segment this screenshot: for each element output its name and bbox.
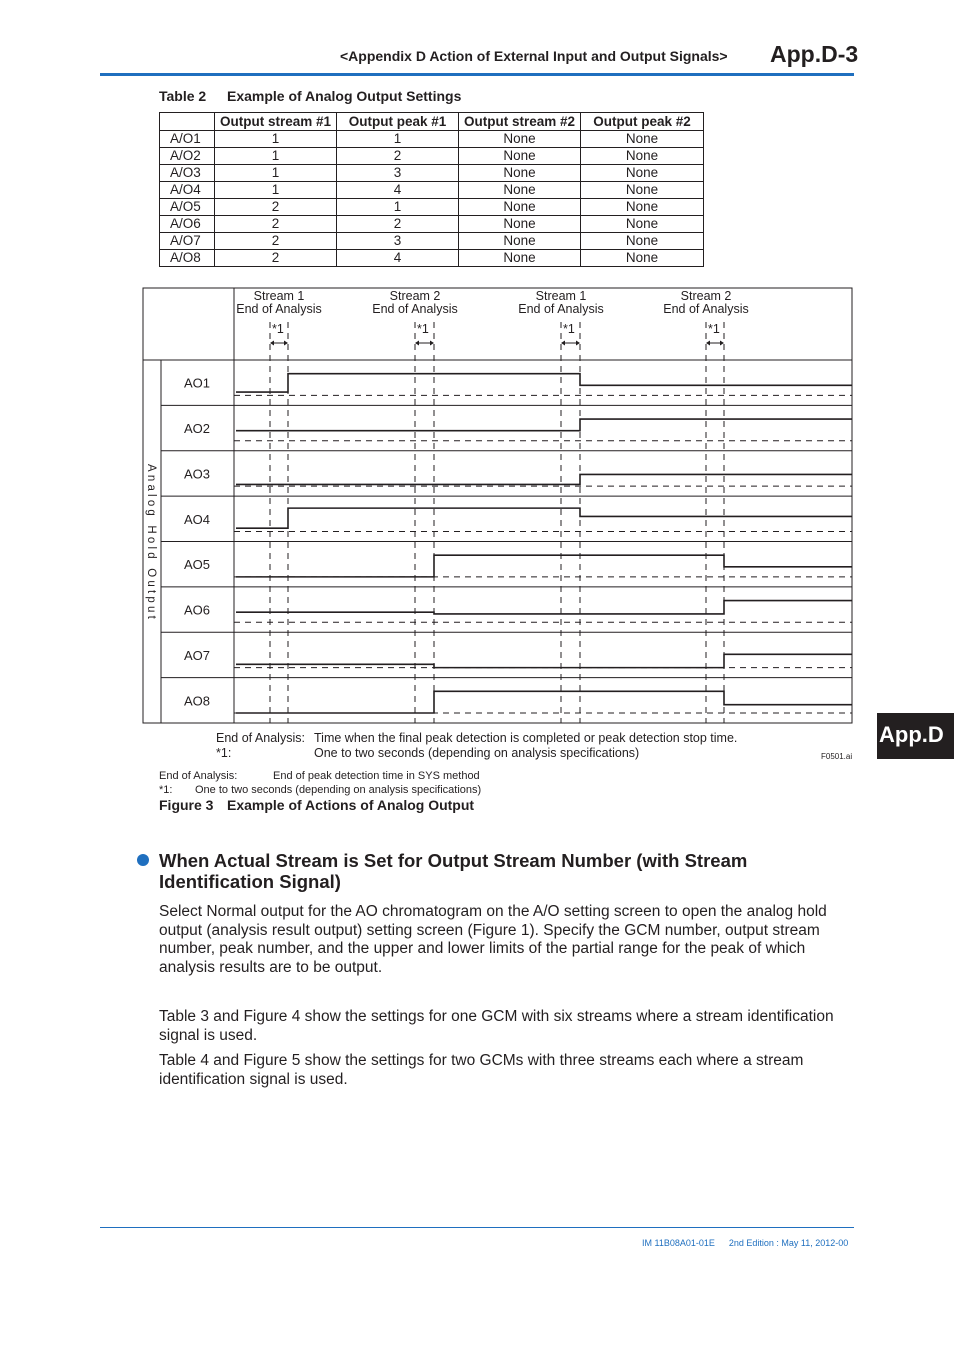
output-waveform: [236, 555, 852, 577]
delay-mark: *1: [417, 322, 429, 336]
table-cell: None: [459, 250, 581, 267]
table-cell: None: [459, 182, 581, 199]
footer: [642, 1238, 848, 1248]
table-cell: None: [581, 216, 704, 233]
table-cell: None: [581, 131, 704, 148]
table-cell: None: [581, 233, 704, 250]
table-cell: 3: [337, 165, 459, 182]
table-cell: 1: [215, 148, 337, 165]
edition: 2nd Edition : May 11, 2012-00: [728, 1238, 849, 1248]
table-cell: None: [581, 165, 704, 182]
row-label: A/O4: [160, 182, 215, 199]
page-number: App.D-3: [770, 41, 859, 67]
delay-mark: *1: [272, 322, 284, 336]
row-label: A/O7: [160, 233, 215, 250]
arrow-head: [430, 341, 434, 346]
event-label: Stream 1: [535, 289, 587, 303]
note-key: End of Analysis:: [216, 731, 305, 745]
event-label: End of Analysis: [372, 302, 458, 316]
table-cell: None: [581, 148, 704, 165]
output-waveform: [236, 374, 852, 392]
footer-rule: [100, 1227, 854, 1228]
document-number: IM 11B08A01-01E: [642, 1238, 715, 1248]
arrow-head: [706, 341, 710, 346]
note-text: Time when the final peak detection is completed or peak detection stop time.: [314, 731, 738, 745]
event-label: End of Analysis: [518, 302, 604, 316]
event-label: Stream 1: [253, 289, 305, 303]
table-cell: 2: [337, 148, 459, 165]
row-label: A/O2: [160, 148, 215, 165]
paragraph: Table 3 and Figure 4 show the settings for one GCM with six streams where a stream identification signal is used.: [159, 1008, 834, 1044]
table-cell: None: [459, 216, 581, 233]
section-heading: When Actual Stream is Set for Output Stream Number (with Stream Identification Signal): [159, 850, 748, 892]
figure-label: Figure 3: [159, 797, 214, 813]
event-label: End of Analysis: [236, 302, 322, 316]
event-label: Stream 2: [680, 289, 732, 303]
header-title: <Appendix D Action of External Input and Output Signals>: [340, 48, 728, 64]
figure-notes: [216, 731, 737, 761]
row-label: A/O1: [160, 131, 215, 148]
row-label: AO1: [183, 375, 211, 391]
note-key: End of Analysis:: [159, 770, 238, 782]
table-cell: None: [459, 131, 581, 148]
table-cell: 1: [215, 131, 337, 148]
output-waveform: [236, 419, 852, 431]
row-label: AO4: [183, 511, 211, 527]
table-cell: None: [581, 182, 704, 199]
vertical-axis-label: Analog Hold Output: [145, 464, 157, 622]
arrow-head: [720, 341, 724, 346]
bullet-icon: [137, 854, 149, 866]
figure-title: Example of Actions of Analog Output: [227, 797, 475, 813]
note-text: End of peak detection time in SYS method: [273, 770, 480, 782]
column-header: Output stream #2: [459, 113, 581, 131]
table-cell: None: [459, 233, 581, 250]
arrow-head: [270, 341, 274, 346]
figure-caption: [159, 797, 474, 813]
row-label: AO5: [183, 557, 211, 573]
note-key: *1:: [159, 784, 173, 796]
output-waveform: [236, 508, 852, 528]
appendix-tab: App.D: [877, 713, 954, 759]
table-cell: 4: [337, 250, 459, 267]
output-waveform: [236, 474, 852, 484]
table-cell: 3: [337, 233, 459, 250]
table-cell: 2: [215, 216, 337, 233]
delay-mark: *1: [708, 322, 720, 336]
table-cell: 1: [337, 131, 459, 148]
table-title: Example of Analog Output Settings: [227, 88, 462, 104]
arrow-head: [284, 341, 288, 346]
note-key: *1:: [216, 746, 232, 760]
column-header: Output peak #1: [337, 113, 459, 131]
table-cell: 1: [337, 199, 459, 216]
table-cell: 4: [337, 182, 459, 199]
table-label: Table 2: [159, 88, 207, 104]
table-cell: 2: [215, 233, 337, 250]
delay-mark: *1: [563, 322, 575, 336]
paragraph: Select Normal output for the AO chromatogram on the A/O setting screen to open the analog hold output (analysis result output) setting screen (Figure 1). Specify the GCM number, output stream number, peak number, and the upper and lower limits of the partial range for the peak of which analysis results are to be output.: [159, 903, 827, 976]
row-label: AO2: [183, 421, 211, 437]
table-cell: 1: [215, 182, 337, 199]
table-cell: 1: [215, 165, 337, 182]
figure-notes-secondary: [159, 769, 481, 797]
row-label: A/O5: [160, 199, 215, 216]
table-cell: None: [459, 165, 581, 182]
table-cell: None: [459, 148, 581, 165]
table-cell: 2: [337, 216, 459, 233]
output-waveform: [236, 691, 852, 713]
arrow-head: [415, 341, 419, 346]
output-waveform: [236, 601, 852, 614]
note-text: One to two seconds (depending on analysis specifications): [195, 784, 482, 796]
row-label: AO6: [183, 602, 211, 618]
row-label: AO3: [183, 466, 211, 482]
table-cell: None: [581, 199, 704, 216]
event-label: Stream 2: [389, 289, 441, 303]
row-label: A/O3: [160, 165, 215, 182]
table-cell: None: [581, 250, 704, 267]
row-label: AO7: [183, 647, 211, 663]
table-cell: 2: [215, 199, 337, 216]
column-header: Output peak #2: [581, 113, 704, 131]
row-label: A/O8: [160, 250, 215, 267]
event-label: End of Analysis: [663, 302, 749, 316]
note-text: One to two seconds (depending on analysis specifications): [314, 746, 640, 760]
table-cell: 2: [215, 250, 337, 267]
paragraph: Table 4 and Figure 5 show the settings for two GCMs with three streams each where a stream identification signal is used.: [159, 1052, 804, 1088]
diagram-frame: [143, 288, 852, 723]
figure-file-id: F0501.ai: [821, 752, 853, 761]
arrow-head: [576, 341, 580, 346]
column-header: Output stream #1: [215, 113, 337, 131]
row-label: A/O6: [160, 216, 215, 233]
table-cell: None: [459, 199, 581, 216]
arrow-head: [561, 341, 565, 346]
output-waveform: [236, 654, 852, 667]
row-label: AO8: [183, 693, 211, 709]
